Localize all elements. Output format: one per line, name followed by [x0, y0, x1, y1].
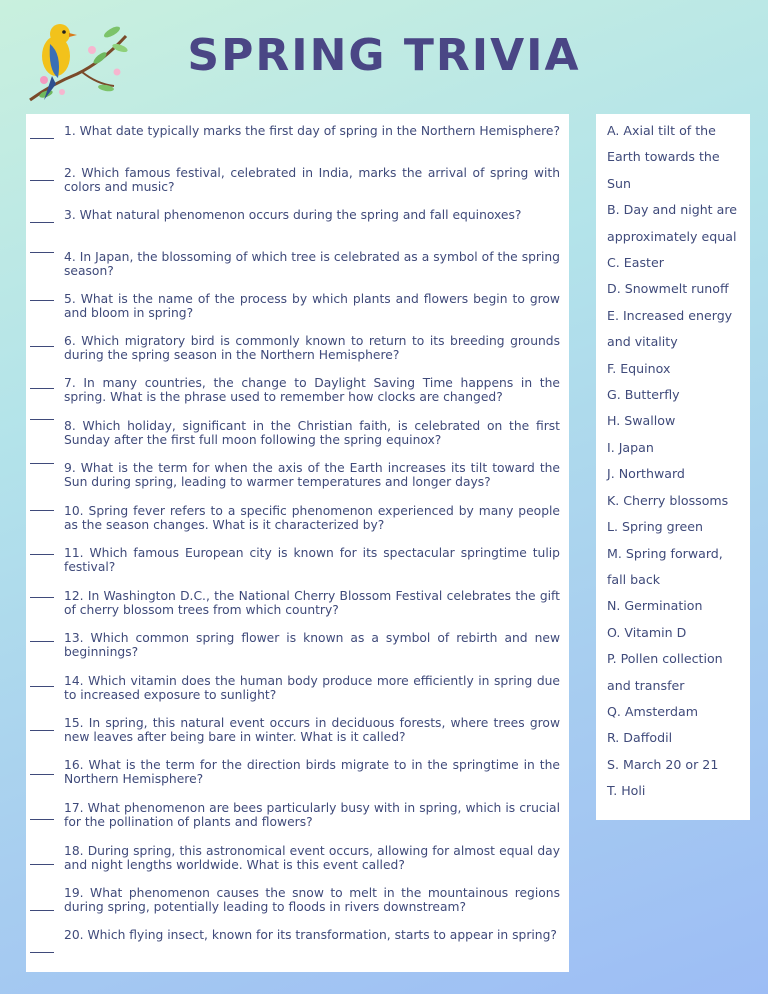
answer-line: S. March 20 or 21: [607, 756, 719, 772]
question-text: 14. Which vitamin does the human body produce more efficiently in spring due to increased exposure to sunlight?: [64, 674, 560, 702]
answer-blank[interactable]: [30, 774, 54, 775]
answer-list: [596, 114, 750, 805]
answer-line: F. Equinox: [607, 360, 671, 376]
answer-line: T. Holi: [607, 783, 646, 799]
answer-blank[interactable]: [30, 730, 54, 731]
answer-line: approximately equal: [607, 228, 737, 244]
question-item: [26, 461, 569, 501]
question-item: [26, 292, 569, 332]
question-item: [26, 631, 569, 671]
answer-line: C. Easter: [607, 255, 664, 271]
answer-line: and vitality: [607, 334, 678, 350]
answers-panel: [596, 114, 750, 820]
answer-blank[interactable]: [30, 510, 54, 511]
answer-line: N. Germination: [607, 598, 703, 614]
answer-line: J. Northward: [607, 466, 685, 482]
answer-blank[interactable]: [30, 300, 54, 301]
answer-blank[interactable]: [30, 180, 54, 181]
question-text: 17. What phenomenon are bees particularly busy with in spring, which is crucial for the pollination of plants and flowers?: [64, 801, 560, 829]
question-text: 5. What is the name of the process by which plants and flowers begin to grow and bloom in spring?: [64, 292, 560, 320]
question-text: 19. What phenomenon causes the snow to melt in the mountainous regions during spring, potentially leading to floods in rivers downstream?: [64, 886, 560, 914]
answer-blank[interactable]: [30, 222, 54, 223]
question-item: [26, 419, 569, 459]
answer-blank[interactable]: [30, 463, 54, 464]
answer-blank[interactable]: [30, 138, 54, 139]
question-item: [26, 124, 569, 164]
question-item: [26, 334, 569, 374]
answer-line: R. Daffodil: [607, 730, 673, 746]
question-text: 10. Spring fever refers to a specific phenomenon experienced by many people as the season changes. What is it characterized by?: [64, 504, 560, 532]
question-item: [26, 674, 569, 714]
question-text: 7. In many countries, the change to Daylight Saving Time happens in the spring. What is the phrase used to remember how clocks are changed?: [64, 376, 560, 404]
answer-line: fall back: [607, 571, 661, 587]
answer-blank[interactable]: [30, 641, 54, 642]
answer-line: P. Pollen collection: [607, 651, 723, 667]
question-item: [26, 589, 569, 629]
question-item: [26, 758, 569, 798]
answer-blank[interactable]: [30, 686, 54, 687]
question-item: [26, 801, 569, 841]
question-text: 1. What date typically marks the first day of spring in the Northern Hemisphere?: [64, 124, 561, 138]
question-item: [26, 504, 569, 544]
answer-blank[interactable]: [30, 819, 54, 820]
answer-line: Q. Amsterdam: [607, 703, 698, 719]
question-item: [26, 716, 569, 756]
answer-blank[interactable]: [30, 864, 54, 865]
question-item: [26, 546, 569, 586]
answer-line: L. Spring green: [607, 519, 704, 535]
answer-line: Earth towards the: [607, 149, 720, 165]
question-text: 16. What is the term for the direction birds migrate to in the springtime in the Northern Hemisphere?: [64, 758, 560, 786]
page-title: SPRING TRIVIA: [187, 30, 581, 81]
answer-line: O. Vitamin D: [607, 624, 687, 640]
question-text: 18. During spring, this astronomical event occurs, allowing for almost equal day and night lengths worldwide. What is this event called?: [64, 844, 560, 872]
question-text: 9. What is the term for when the axis of the Earth increases its tilt toward the Sun during spring, leading to warmer temperatures and longer days?: [64, 461, 560, 489]
answer-blank[interactable]: [30, 910, 54, 911]
question-item: [26, 250, 569, 290]
answer-line: B. Day and night are: [607, 202, 737, 218]
answer-line: H. Swallow: [607, 413, 676, 429]
question-text: 15. In spring, this natural event occurs in deciduous forests, where trees grow new leaves after being bare in winter. What is it called?: [64, 716, 560, 744]
question-item: [26, 886, 569, 926]
question-item: [26, 844, 569, 884]
question-text: 3. What natural phenomenon occurs during the spring and fall equinoxes?: [64, 208, 522, 222]
answer-blank[interactable]: [30, 952, 54, 953]
answer-line: I. Japan: [607, 439, 654, 455]
question-text: 11. Which famous European city is known for its spectacular springtime tulip festival?: [64, 546, 560, 574]
question-item: [26, 208, 569, 248]
answer-line: K. Cherry blossoms: [607, 492, 729, 508]
answer-line: G. Butterfly: [607, 387, 680, 403]
answer-blank[interactable]: [30, 388, 54, 389]
answer-line: M. Spring forward,: [607, 545, 723, 561]
answer-blank[interactable]: [30, 554, 54, 555]
answer-blank[interactable]: [30, 419, 54, 420]
answer-blank[interactable]: [30, 252, 54, 253]
answer-blank[interactable]: [30, 597, 54, 598]
question-text: 20. Which flying insect, known for its transformation, starts to appear in spring?: [64, 928, 557, 942]
question-item: [26, 166, 569, 206]
answer-line: A. Axial tilt of the: [607, 123, 716, 138]
question-text: 8. Which holiday, significant in the Christian faith, is celebrated on the first Sunday after the first full moon following the spring equinox?: [64, 419, 560, 447]
question-text: 13. Which common spring flower is known as a symbol of rebirth and new beginnings?: [64, 631, 560, 659]
questions-panel: [26, 114, 569, 972]
answer-blank[interactable]: [30, 346, 54, 347]
answer-line: E. Increased energy: [607, 307, 733, 323]
question-text: 12. In Washington D.C., the National Cherry Blossom Festival celebrates the gift of cherry blossom trees from which country?: [64, 589, 560, 617]
question-text: 2. Which famous festival, celebrated in India, marks the arrival of spring with colors and music?: [64, 166, 560, 194]
question-item: [26, 376, 569, 416]
question-text: 4. In Japan, the blossoming of which tree is celebrated as a symbol of the spring season?: [64, 250, 560, 278]
answer-line: D. Snowmelt runoff: [607, 281, 729, 297]
answer-line: Sun: [607, 175, 631, 191]
question-text: 6. Which migratory bird is commonly known to return to its breeding grounds during the spring season in the Northern Hemisphere?: [64, 334, 560, 362]
answer-line: and transfer: [607, 677, 685, 693]
question-item: [26, 928, 569, 968]
